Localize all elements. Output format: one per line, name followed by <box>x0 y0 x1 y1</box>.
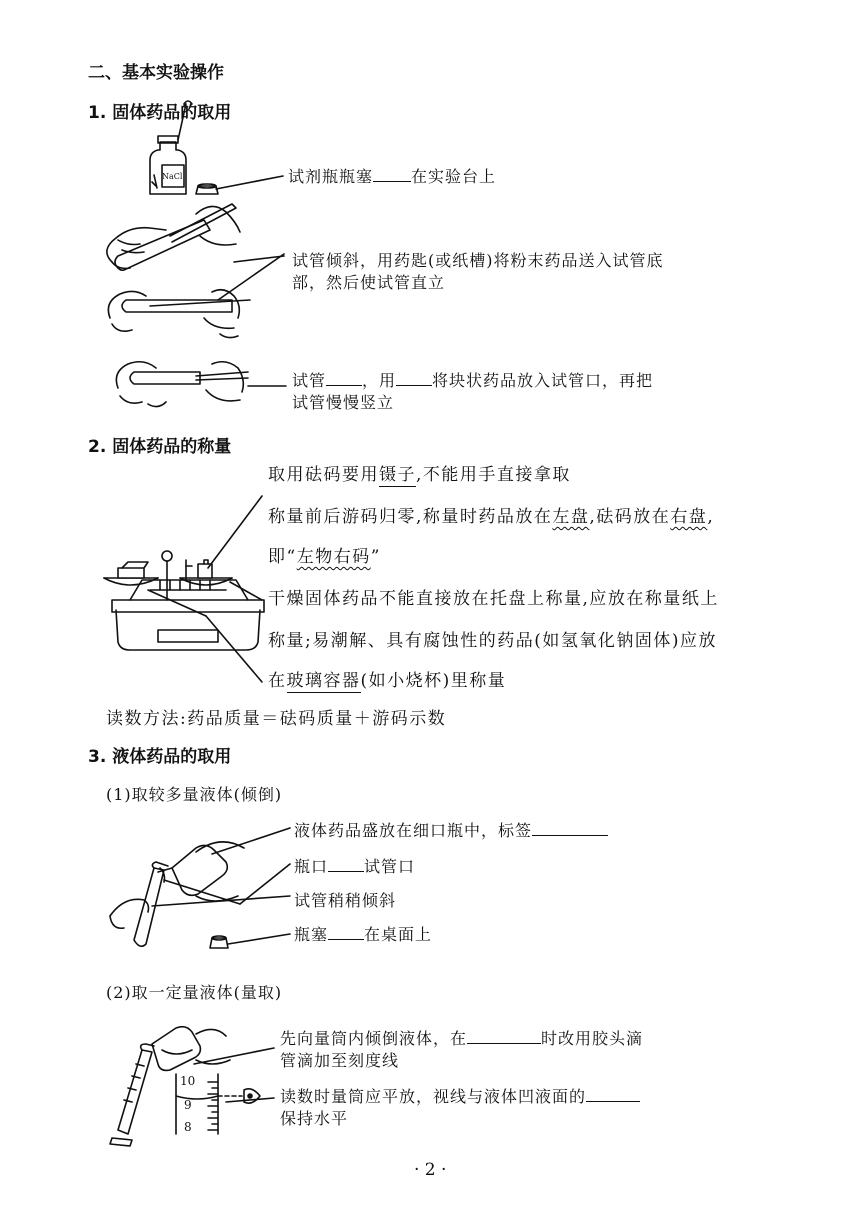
test-tube-horizontal-icon <box>108 290 250 338</box>
graduated-cylinder-icon <box>110 1027 230 1146</box>
s1-step2-line2: 部，然后使试管直立 <box>292 273 446 292</box>
section-title: 二、基本实验操作 <box>88 63 224 83</box>
answer-blank <box>373 166 411 182</box>
s1-step3-text: ，用 <box>362 371 397 390</box>
balance-icon <box>104 551 264 650</box>
s3-measure1-text: 先向量筒内倾倒液体，在 <box>280 1029 468 1048</box>
s3-measure1 <box>280 1026 643 1049</box>
answer-blank <box>586 1086 640 1102</box>
s3-pour2-text: 试管口 <box>364 857 416 876</box>
scale-mark-9: 9 <box>184 1098 192 1112</box>
s2-rule3 <box>268 542 381 567</box>
s2-keyword: 右盘 <box>670 507 708 527</box>
s2-rule6-text: 在 <box>268 671 287 691</box>
s2-rule2 <box>268 502 714 527</box>
s3-pour2-text: 瓶口 <box>294 857 329 876</box>
s2-rule5: 称量;易潮解、具有腐蚀性的药品(如氢氧化钠固体)应放 <box>268 631 717 651</box>
s3-pour1-text: 液体药品盛放在细口瓶中，标签 <box>294 821 533 840</box>
stopper-icon <box>196 184 218 194</box>
s1-step2-line1: 试管倾斜，用药匙(或纸槽)将粉末药品送入试管底 <box>292 251 664 270</box>
s2-rule1-text: 取用砝码要用 <box>268 465 379 485</box>
s2-keyword: 左盘 <box>552 507 590 527</box>
s3-measure2 <box>280 1084 640 1107</box>
stopper-icon <box>210 936 228 948</box>
s2-keyword: 左物右码 <box>296 547 371 567</box>
s2-rule2-text: 称量前后游码归零,称量时药品放在 <box>268 507 553 527</box>
s2-rule3-text: 即“ <box>268 547 297 567</box>
page-number: · 2 · <box>414 1160 447 1180</box>
scale-mark-10: 10 <box>180 1074 196 1088</box>
s3-pour4-text: 在桌面上 <box>364 925 433 944</box>
s1-step1 <box>288 164 496 187</box>
s3-measure1-text: 时改用胶头滴 <box>541 1029 644 1048</box>
s3-measure2-text: 读数时量筒应平放，视线与液体凹液面的 <box>280 1087 587 1106</box>
s1-heading: 1. 固体药品的取用 <box>88 103 232 123</box>
answer-blank <box>326 370 362 386</box>
s3-pour4 <box>294 922 432 945</box>
s3-pour1 <box>294 818 608 841</box>
s2-keyword: 玻璃容器 <box>286 671 361 691</box>
leader-line <box>216 176 283 189</box>
s2-rule6-text: (如小烧杯)里称量 <box>360 671 507 691</box>
s1-step3-text: 将块状药品放入试管口，再把 <box>432 371 654 390</box>
leader-line <box>212 828 290 854</box>
s1-step3-line1 <box>292 368 653 391</box>
s2-rule1 <box>268 460 571 485</box>
s3-sub2: (2)取一定量液体(量取) <box>106 983 283 1002</box>
test-tube-tilted-icon <box>107 204 240 270</box>
s2-heading: 2. 固体药品的称量 <box>88 437 232 457</box>
leader-line <box>194 1048 274 1064</box>
leader-line <box>218 254 284 300</box>
pouring-liquid-icon <box>110 842 244 946</box>
answer-blank <box>328 856 364 872</box>
answer-blank <box>467 1028 541 1044</box>
answer-blank <box>532 820 608 836</box>
s3-measure2-line2: 保持水平 <box>280 1109 349 1128</box>
s3-sub1: (1)取较多量液体(倾倒) <box>106 785 283 804</box>
s3-pour3: 试管稍稍倾斜 <box>294 891 397 910</box>
scale-mark-8: 8 <box>184 1120 192 1134</box>
s2-rule3-text: ” <box>370 547 381 567</box>
s3-heading: 3. 液体药品的取用 <box>88 747 232 767</box>
s3-pour2 <box>294 854 415 877</box>
answer-blank <box>328 924 364 940</box>
s2-rule2-text: , <box>707 507 715 527</box>
leader-line <box>208 496 262 568</box>
answer-blank <box>396 370 432 386</box>
bottle-label: NaCl <box>162 172 183 181</box>
s1-step3-text: 试管 <box>292 371 327 390</box>
s2-rule1-text: ,不能用手直接拿取 <box>416 465 571 485</box>
s1-step1-text: 试剂瓶瓶塞 <box>288 167 374 186</box>
s2-reading-method: 读数方法:药品质量＝砝码质量＋游码示数 <box>106 709 447 729</box>
s3-measure1-line2: 管滴加至刻度线 <box>280 1051 400 1070</box>
s2-rule6 <box>268 666 506 691</box>
test-tube-tweezers-icon <box>116 362 248 407</box>
s2-keyword: 镊子 <box>379 465 416 485</box>
s1-step1-text: 在实验台上 <box>411 167 497 186</box>
s1-step3-line2: 试管慢慢竖立 <box>292 393 395 412</box>
s2-rule2-text: ,砝码放在 <box>589 507 671 527</box>
leader-line <box>228 934 290 944</box>
s3-pour4-text: 瓶塞 <box>294 925 329 944</box>
s2-rule4: 干燥固体药品不能直接放在托盘上称量,应放在称量纸上 <box>268 589 719 609</box>
